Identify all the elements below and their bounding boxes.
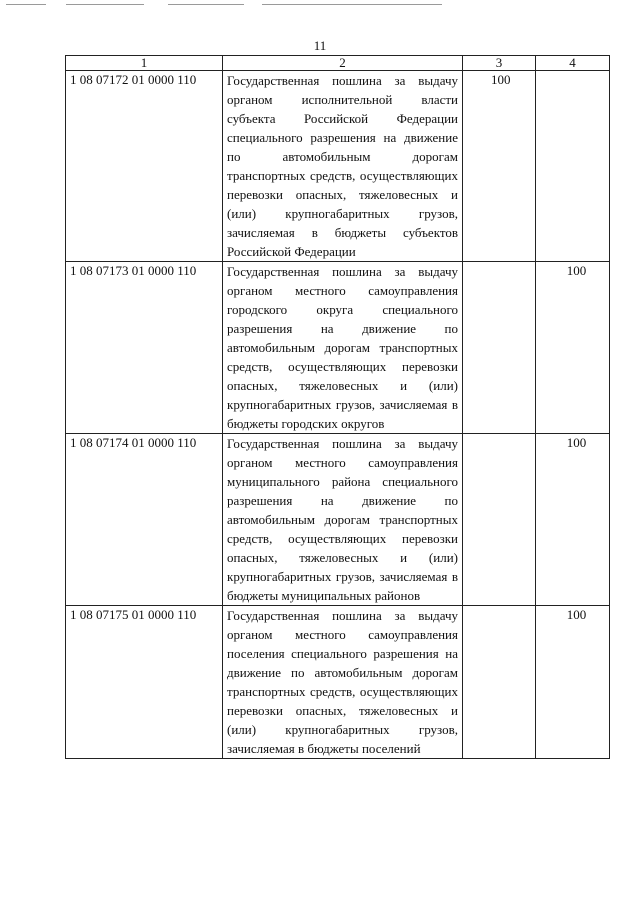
column-3-cell — [463, 606, 536, 759]
budget-code-table — [65, 55, 610, 759]
column-4-cell — [536, 434, 610, 606]
scan-artifact-lines — [0, 0, 640, 12]
column-header-1: 1 — [66, 56, 223, 71]
description-cell: Государственная пошлина за выдачу органом местного самоуправления муниципального района специального разрешения на движение по автомобильным дорогам транспортных средств, осуществляющих перевозки опасных, тяжеловесных и (или) крупногабаритных грузов, зачисляемая в бюджеты муниципальных районов — [223, 434, 463, 606]
table-header-row — [66, 56, 610, 71]
column-4-value: 100 — [566, 435, 587, 450]
description-cell: Государственная пошлина за выдачу органом местного самоуправления городского округа специального разрешения на движение по автомобильным дорогам транспортных средств, осуществляющих перевозки опасных, тяжеловесных и (или) крупногабаритных грузов, зачисляемая в бюджеты городских округов — [223, 262, 463, 434]
description-cell: Государственная пошлина за выдачу органом исполнительной власти субъекта Российской Федерации специального разрешения на движение по автомобильным дорогам транспортных средств, осуществляющих перевозки опасных, тяжеловесных и (или) крупногабаритных грузов, зачисляемая в бюджеты субъектов Российской Федерации — [223, 71, 463, 262]
column-3-value: 100 — [491, 72, 511, 87]
column-4-value: 100 — [566, 263, 587, 278]
column-4-cell — [536, 606, 610, 759]
column-4-cell — [536, 71, 610, 262]
column-3-cell — [463, 262, 536, 434]
table-row — [66, 71, 610, 262]
column-header-3: 3 — [463, 56, 536, 71]
budget-code-cell: 1 08 07172 01 0000 110 — [66, 71, 223, 262]
column-header-2: 2 — [223, 56, 463, 71]
budget-code-cell: 1 08 07174 01 0000 110 — [66, 434, 223, 606]
table-row — [66, 434, 610, 606]
table-row — [66, 262, 610, 434]
column-3-cell — [463, 434, 536, 606]
budget-code-cell: 1 08 07173 01 0000 110 — [66, 262, 223, 434]
column-4-value: 100 — [566, 607, 587, 622]
table-row — [66, 606, 610, 759]
column-3-cell — [463, 71, 536, 262]
budget-code-cell: 1 08 07175 01 0000 110 — [66, 606, 223, 759]
page-number: 11 — [313, 38, 327, 53]
description-cell: Государственная пошлина за выдачу органом местного самоуправления поселения специального разрешения на движение по автомобильным дорогам транспортных средств, осуществляющих перевозки опасных, тяжеловесных и (или) крупногабаритных грузов, зачисляемая в бюджеты поселений — [223, 606, 463, 759]
column-header-4: 4 — [536, 56, 610, 71]
column-4-cell — [536, 262, 610, 434]
